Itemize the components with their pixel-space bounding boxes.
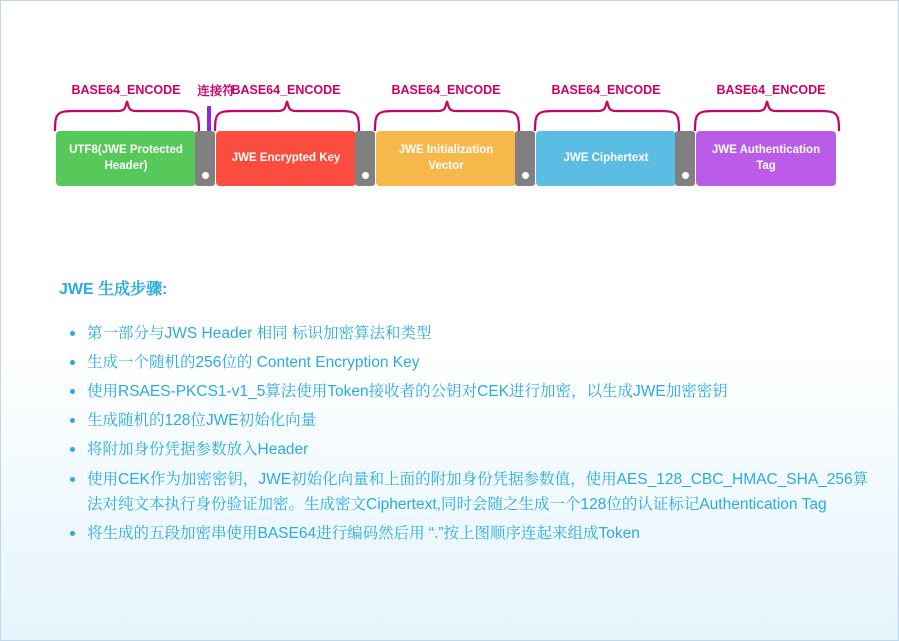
- segment-label: JWE Ciphertext: [563, 151, 649, 164]
- brace-label-encrypted-key: BASE64_ENCODE: [231, 83, 341, 97]
- segment-jwe-initialization-vector: [376, 131, 516, 186]
- segment-label: JWE Authentication Tag: [711, 143, 821, 172]
- jwe-structure-diagram: [1, 1, 899, 216]
- list-item: 生成随机的128位JWE初始化向量: [87, 408, 869, 433]
- brace-encrypted-key-icon: [211, 99, 363, 133]
- brace-label-ciphertext: BASE64_ENCODE: [551, 83, 661, 97]
- brace-label-auth-tag: BASE64_ENCODE: [716, 83, 826, 97]
- segment-jwe-ciphertext: [536, 131, 676, 186]
- list-item: 第一部分与JWS Header 相同 标识加密算法和类型: [87, 321, 869, 346]
- segment-label: JWE Initialization Vector: [398, 143, 494, 172]
- brace-label-init-vector: BASE64_ENCODE: [391, 83, 501, 97]
- list-item: 生成一个随机的256位的 Content Encryption Key: [87, 350, 869, 375]
- list-item: 将附加身份凭据参数放入Header: [87, 437, 869, 462]
- list-item: 使用RSAES-PKCS1-v1_5算法使用Token接收者的公钥对CEK进行加密，以生成JWE加密密钥: [87, 379, 869, 404]
- list-item: 使用CEK作为加密密钥，JWE初始化向量和上面的附加身份凭据参数值，使用AES_128_CBC_HMAC_SHA_256算法对纯文本执行身份验证加密。生成密文Ciphertext,同时会随之生成一个128位的认证标记Authentication Tag: [87, 467, 869, 517]
- brace-label-header: BASE64_ENCODE: [71, 83, 181, 97]
- dot-icon: [682, 172, 689, 179]
- list-item: 将生成的五段加密串使用BASE64进行编码然后用 “.”按上图顺序连起来组成Token: [87, 521, 869, 546]
- separator-dot-2: [355, 131, 375, 186]
- segment-jwe-authentication-tag: [696, 131, 836, 186]
- segment-jwe-protected-header: [56, 131, 196, 186]
- section-heading: JWE 生成步骤:: [59, 281, 168, 298]
- brace-init-vector-icon: [371, 99, 523, 133]
- steps-section: [59, 276, 869, 550]
- brace-ciphertext-icon: [531, 99, 683, 133]
- dot-icon: [522, 172, 529, 179]
- brace-header-icon: [51, 99, 203, 133]
- segment-jwe-encrypted-key: [216, 131, 356, 186]
- dot-icon: [202, 172, 209, 179]
- steps-list: [59, 321, 869, 546]
- segment-label: UTF8(JWE Protected Header): [69, 143, 183, 172]
- brace-auth-tag-icon: [691, 99, 843, 133]
- segment-label: JWE Encrypted Key: [231, 151, 341, 164]
- dot-icon: [362, 172, 369, 179]
- brace-label-connector: 连接符: [197, 84, 235, 98]
- separator-dot-4: [675, 131, 695, 186]
- separator-dot-1: [195, 131, 215, 186]
- separator-dot-3: [515, 131, 535, 186]
